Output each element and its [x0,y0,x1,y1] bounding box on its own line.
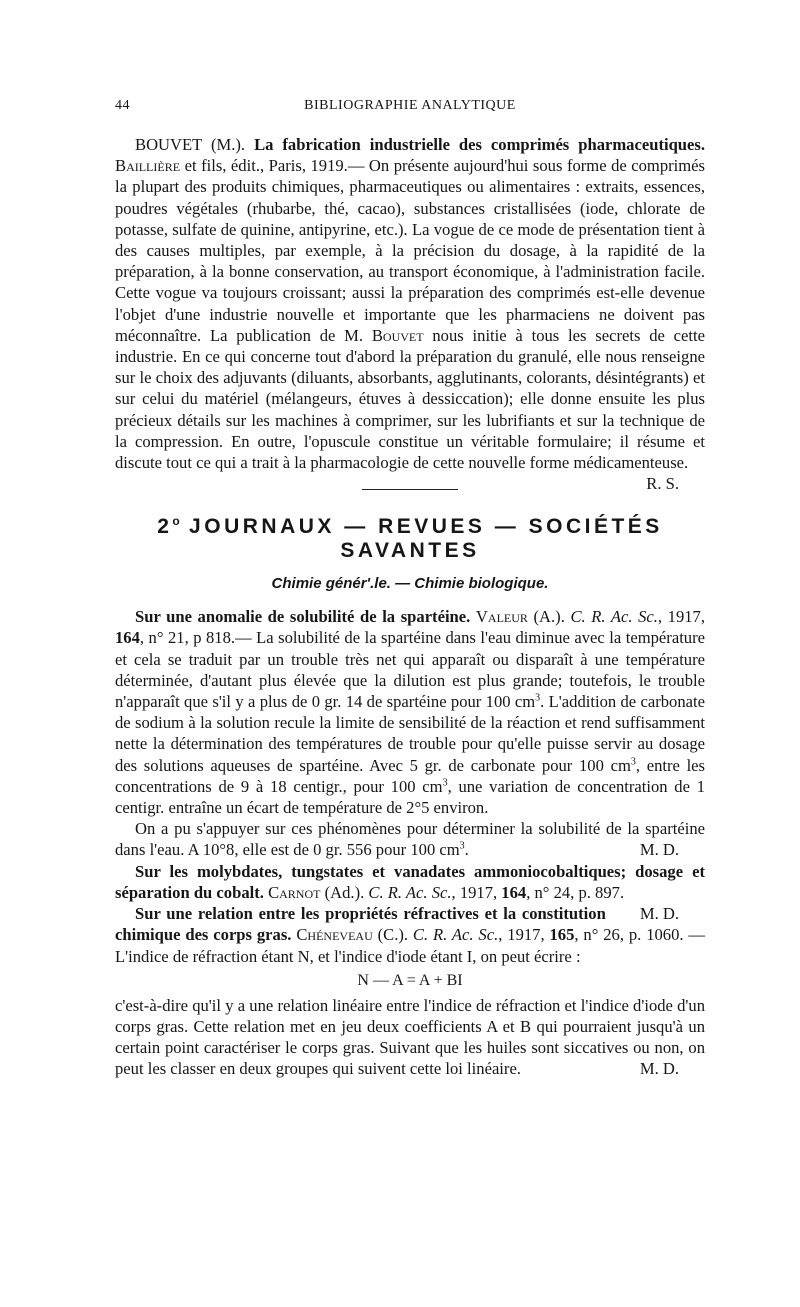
entry-author-initials: (Ad.). [320,882,369,902]
review-entry-sparteine [115,606,705,818]
review-entry-corps-gras [115,903,705,967]
section-divider [362,489,458,490]
review-entry-corps-gras-continued [115,995,705,1080]
entry-body: . [464,840,469,860]
entry-body: c'est-à-dire qu'il y a une relation linéaire entre l'indice de réfraction et l'indice d'iode d'un corps gras. Cette relation met en jeu deux coefficients A et B qui pourraient jusqu'à un certain point caractériser le corps gras. Suivant que les huiles sont siccatives ou non, on peut les classer en deux groupes qui suivent cette loi linéaire. [115,995,705,1079]
running-title: BIBLIOGRAPHIE ANALYTIQUE [304,98,516,113]
entry-title: Sur une relation entre les propriétés réfractives et la constitution chimique des corps gras. [115,904,606,945]
entry-year: , 1917, [498,925,550,945]
formula: N — A = A + BI [357,971,463,989]
entry-author-name: Chéneveau [296,925,373,945]
section-number-ordinal: o [172,514,180,529]
entry-author: BOUVET (M.). [135,135,246,154]
entry-body: On a pu s'appuyer sur ces phénomènes pour déterminer la solubilité de la spartéine dans l'eau. A 10°8, elle est de 0 gr. 556 pour 100 cm [115,819,705,860]
entry-signature: R. S. [646,474,679,494]
entry-body: — L'indice de réfraction étant N, et l'indice d'iode étant I, on peut écrire : [115,925,706,966]
section-heading-text: JOURNAUX — REVUES — SOCIÉTÉS SAVANTES [179,515,663,563]
entry-author-name: Bouvet [371,325,424,345]
entry-body: et fils, édit., Paris, 1919.— On présente aujourd'hui sous forme de comprimés la plupart des produits chimiques, pharmaceutiques ou alimentaires : extraits, essences, poudres végétales (rhubarbe, thé, cacao), substances cristallisées (iode, chlorate de potasse, sulfate de quinine, antipyrine, etc.). La vogue de ce mode de présentation tient à des causes multiples, par exemple, à la précision du dosage, à la rapidité de la préparation, à la bonne conservation, au transport économique, à l'administration facile. Cette vogue va toujours croissant; aussi la préparation des comprimés est-elle devenue l'objet d'une industrie nouvelle et importante que les pharmaciens ne doivent pas méconnaître. La publication de M. [115,156,705,345]
entry-signature: M. D. [639,1059,679,1079]
page-number: 44 [115,98,130,113]
entry-journal: C. R. Ac. Sc. [412,925,499,945]
section-subheading: Chimie génér'.le. — Chimie biologique. [271,575,549,593]
review-entry-sparteine-paragraph-2 [115,818,705,860]
section-number: 2 [157,515,173,539]
entry-issue-page: , n° 21, p 818. [139,628,236,648]
entry-body: , entre les concentrations de 9 à 18 centigr., pour 100 cm [115,755,705,796]
superscript: 3 [630,756,636,768]
entry-year: , 1917, [451,882,502,902]
entry-author-initials: (C.). [372,925,413,945]
entry-author-initials: (A.). [527,607,565,627]
entry-volume: 164 [115,628,140,648]
review-entry-molybdates [115,861,705,924]
page [115,0,705,1080]
entry-signature: M. D. [639,904,679,924]
running-header [115,98,705,122]
superscript: 3 [442,777,448,789]
entry-signature: M. D. [639,840,679,860]
entry-author-name: Valeur [475,607,528,627]
entry-title: Sur les molybdates, tungstates et vanadates ammoniocobaltiques; dosage et séparation du cobalt. [115,861,705,902]
entry-title: La fabrication industrielle des comprimés pharmaceutiques. [254,135,706,154]
entry-body: — La solubilité de la spartéine dans l'eau diminue avec la température et cela se traduit par un trouble très net qui apparaît ou disparaît à une température déterminée, d'autant plus élevée que la dilution est plus grande; toutefois, le trouble n'apparaît que s'il y a plus de 0 gr. 14 de spartéine pour 100 cm [115,628,705,712]
review-entry-bouvet [115,134,706,494]
section-heading [115,514,705,563]
entry-title: Sur une anomalie de solubilité de la spartéine. [135,607,471,627]
entry-publisher: Baillière [115,156,181,176]
superscript: 3 [459,840,465,852]
entry-issue-page: , n° 24, p. 897. [526,882,625,902]
entry-volume: 164 [501,882,527,902]
entry-journal: C. R. Ac. Sc. [368,882,452,902]
entry-author-name: Carnot [268,882,321,902]
entry-body: . L'addition de carbonate de sodium à la solution recule la limite de sensibilité de la réaction et rend suffisamment nette la détermination des températures de trouble pour qu'elle puisse servir au dosage des solutions aqueuses de spartéine. Avec 5 gr. de carbonate pour 100 cm [115,692,705,775]
entry-journal: C. R. Ac. Sc. [570,607,658,627]
entry-volume: 165 [549,925,575,945]
entry-body-continued: nous initie à tous les secrets de cette industrie. En ce qui concerne tout d'abord la préparation du granulé, elle nous renseigne sur le choix des adjuvants (diluants, absorbants, agglutinants, colorants, désintégrants) et sur celui du matériel (mélangeurs, étuves à dessiccation); elle donne ensuite les plus précieux détails sur les machines à comprimer, sur les lubrifiants et sur la technique de la compression. En outre, l'opuscule constitue un véritable formulaire; il résume et discute tout ce qui a trait à la pharmacologie de cette nouvelle forme médicamenteuse. [115,325,705,473]
entry-issue-page: , n° 26, p. 1060. [574,925,684,945]
superscript: 3 [535,692,541,704]
entry-year: , 1917, [657,607,706,627]
entry-body: , une variation de concentration de 1 centigr. entraîne un écart de température de 2°5 environ. [115,776,705,818]
